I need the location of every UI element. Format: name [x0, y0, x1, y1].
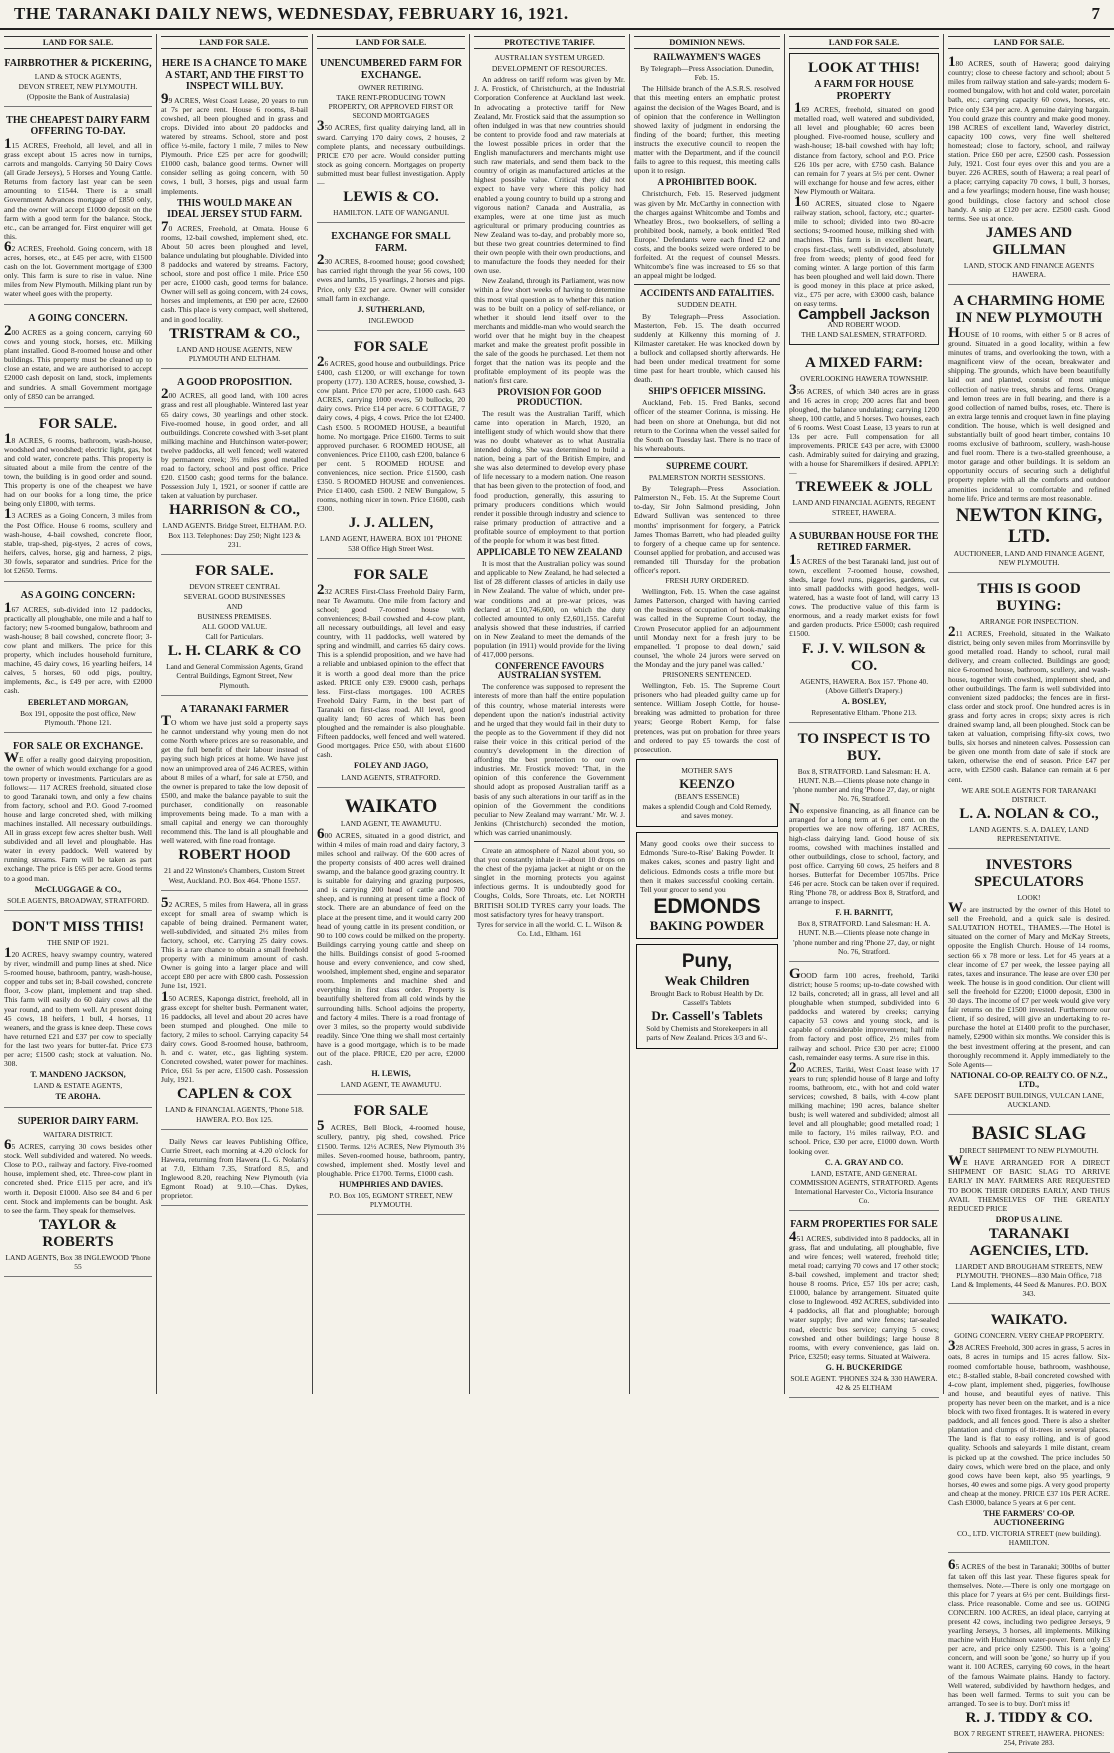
ad-address: AUCTIONEER, LAND AND FINANCE AGENT, NEW PLYMOUTH.: [953, 548, 1105, 567]
ad-basic-slag: [948, 1118, 1110, 1304]
ad-headline: A GOING CONCERN.: [28, 313, 128, 325]
ad-headline: HERE IS A CHANCE TO MAKE A START, AND THE FIRST TO INSPECT WILL BUY.: [162, 58, 307, 93]
story-paragraph: By Telegraph—Press Association. Palmerston N., Feb. 15. At the Supreme Court to-day, Sir John Salmond presiding, John Edward Sullivan was sentenced to three months' imprisonment for forgery, a Patrick James Thomas Barrett, who had pleaded guilty to forgery of a cheque came up for sentence. Counsel applied for probation, and accused was remanded till Thursday for the probation officer's report.: [634, 484, 780, 575]
ad-superior-dairy: [4, 1111, 152, 1277]
ad-signature: G. H. BUCKERIDGE: [825, 1362, 903, 1372]
ad-brand: BAKING POWDER: [649, 917, 765, 933]
ad-footer: Tyres for service in all the world. C. L. Wilson & Co. Ltd., Eltham. 161: [476, 919, 623, 938]
ad-body: 200 ACRES as a going concern, carrying 60 cows and young stock, horses, etc. Milking plant installed. Good 8-roomed house and other buildings. This property must be cleaned up to close an estate, and we are authorised to accept £2000 cash deposit on land, stock, implements and sundries. A small Government mortgage only of £850 can be arranged.: [4, 322, 152, 401]
ad-headline: FARM PROPERTIES FOR SALE: [790, 1219, 938, 1231]
ad-investors: [948, 852, 1110, 1115]
ad-subheading: OWNER RETIRING.: [358, 83, 424, 93]
story-subheading: AUSTRALIAN SYSTEM URGED.: [494, 53, 605, 63]
ad-headline: A CHARMING HOME IN NEW PLYMOUTH: [953, 292, 1105, 326]
ad-body: WE offer a really good dairying proposition, the owner of which would exchange for a good town property or investments. Particulars are as follows:— 117 ACRES freehold, situated close to good Taranaki town, and only a few chains from factory, school and P.O. Good 7-roomed house and large concreted shed, with milking machines installed. All necessary outbuildings. All in grass except few acres shelter bush. Well subdivided and all level and ploughable. Has water in every paddock. Well watered by running streams. Farm will be taken as part exchange. The price is £65 per acre. Good terms to a good man.: [4, 750, 152, 883]
ad-address: P.O. Box 105, EGMONT STREET, NEW PLYMOUTH.: [329, 1191, 453, 1210]
story-paragraph: Wellington, Feb. 15. When the case against James Patterson, charged with having carried on the business of occupation of book-making was called in the Supreme Court today, the Crown Prosecutor applied for an adjournment until Monday next for a fresh jury to be empanelled. 'I propose to deal down,' said counsel, 'the whole 24 jurors were served on the Monday and the jury panel was called.': [634, 587, 780, 669]
columns: [0, 34, 1114, 1748]
ad-headline: THIS IS GOOD BUYING:: [977, 580, 1081, 614]
ad-headline: A TARANAKI FARMER: [180, 703, 289, 715]
ad-body: 451 ACRES, subdivided into 8 paddocks, all in grass, flat and undulating, all ploughable, five and wire fences; well watered, freehold title; metal road; carrying 70 cows and 17 other stock; 8-bail cowshed, implement and tractor shed; house 8 rooms. Price, £57 10s per acre; cash, £1000, balance by arrangement. Situated quite close to Inglewood. 492 ACRES, subdivided into 4 paddocks, all flat and ploughable; borough water supply; five and wire fences; tar-sealed road, electric bus service; carrying 5 cows; cowshed and other buildings; large house 8 rooms, with every convenience, gas laid on. Price, £3250; easy terms. Situated at Waiwera.: [789, 1228, 939, 1361]
ad-body: 26 ACRES, good house and outbuildings. Price £400, cash £1200, or will exchange for town property (177). 130 ACRES, house, cowshed, 3-cow plant. Price £70 per acre, £1000 cash. 643 ACRES, carrying 1000 ewes, 50 bullocks, 20 dairy cows. Price £14 per acre. 6 COTTAGE, 7 dairy cows, 4 pigs, 4 cows. Price the lot £2400. Cash £500. 5 ROOMED HOUSE, a beautiful home. No mortgage. Price £1600. Terms to suit approved purchaser. 6 ROOMED HOUSE, all conveniences. Price £1100, cash £200, balance 6 per cent. 5 ROOMED HOUSE and conveniences, nice section. Price £1500, cash £350. 5 ROOMED HOUSE and conveniences. Price £1400, cash £500. 2 NEW Bungalow, 5 rooms, nothing nicer in town. Price £1600, cash £300.: [317, 353, 465, 514]
ad-subheading: LAND & ESTATE AGENTS,: [33, 1081, 123, 1091]
ad-as-going-concern: [4, 585, 152, 733]
ad-waikato: [317, 791, 465, 1096]
ad-body: 167 ACRES, sub-divided into 12 paddocks, practically all ploughable, one mile and a half to factory; new 5-roomed bungalow, bathroom and wash-house; 8 bail cowshed, concrete floor; 3-cow plant and milkers. The price for this property, which includes household furniture, machine, 45 dairy cows, 16 yearling heifers, 14 calves, 5 horses, 60 odd pigs, poultry, implements, &c., is £49 per acre, with £2000 cash.: [4, 599, 152, 696]
ad-body: 232 ACRES First-Class Freehold Dairy Farm, near Te Awamutu. One mile from factory and school; good 7-roomed house with conveniences; 8-bail cowshed and 4-cow plant, all necessary outbuildings, all level and easy country, with 11 paddocks, well watered by spring and windmill, and carries 65 dairy cows. This is a splendid proposition, and we have had a reliable and unbiased opinion to the effect that it is worth a good deal more than the price asked. PRICE only £39. £9000 cash, perhaps less. First-class mortgages. 100 ACRES Freehold Dairy Farm, in the best part of Taranaki on first-class road. All level, good quality land; 60 acres of which has been ploughed and the remainder is also ploughable. Fifteen paddocks, well fenced and well watered. Good mortgages. Price £50, with about £1600 cash.: [317, 581, 465, 760]
ad-address: Land and General Commission Agents, Grand Central Buildings, Egmont Street, New Plymouth.: [166, 662, 303, 690]
ad-subheading: A FARM FOR HOUSE PROPERTY: [814, 79, 914, 102]
ad-signature: ROBERT HOOD: [178, 847, 291, 864]
column-heading: LAND FOR SALE.: [161, 36, 308, 49]
ad-good-proposition: [161, 372, 308, 555]
ad-signature: HUMPHRIES AND DAVIES.: [339, 1179, 443, 1189]
ad-signature: F. J. V. WILSON & CO.: [801, 640, 927, 674]
ad-line: AND: [226, 601, 243, 611]
divider: [634, 457, 780, 458]
ad-foley-jago: [317, 562, 465, 788]
ad-signature: TAYLOR & ROBERTS: [39, 1216, 117, 1250]
ad-body: 62 ACRES, Freehold. Going concern, with 18 acres, horses, etc., at £45 per acre, with £1500 cash on the lot. Government mortgage of £300 only. This farm is sure to rise in value. Nine miles from New Plymouth. Milking plant run by water wheel goes with the property.: [4, 238, 152, 299]
ad-line: SEVERAL GOOD BUSINESSES: [183, 591, 286, 601]
ad-address: Box 8, STRATFORD. Land Salesman: H. A. HUNT. N.B.—Clients please note change in 'phone number and ring 'Phone 27, day, or night No. 76, Stratford.: [793, 919, 935, 956]
story-heading: SHIP'S OFFICER MISSING.: [648, 386, 766, 397]
ad-signature: L. H. CLARK & CO: [167, 643, 302, 660]
ad-headline: INVESTORS SPECULATORS: [974, 857, 1084, 890]
ad-signature: H. LEWIS,: [371, 1069, 411, 1079]
ad-body: GOOD farm 100 acres, freehold, Tariki district; house 5 rooms; up-to-date cowshed with 12 bails, concreted; all in grass, all level and all ploughable when stumped, subdivided into 6 paddocks and watered by creeks; carrying capacity 53 cows and young stock, and is capable of considerable improvement; half mile from factory and post office, 2½ miles from railway and school. Price £30 per acre; £1000 cash, remainder easy terms. A sure rise in this.: [789, 965, 939, 1062]
ad-body: WE HAVE ARRANGED FOR A DIRECT SHIPMENT OF BASIC SLAG TO ARRIVE EARLY IN MAY. FARMERS ARE REQUESTED TO BOOK THEIR ORDERS EARLY, AND THUS AVAIL THEMSELVES OF THE GREATLY REDUCED PRICE: [948, 1153, 1110, 1213]
ad-headline: FOR SALE: [353, 338, 429, 355]
ad-body: 169 ACRES, freehold, situated on good metalled road, well watered and subdivided, all level and ploughable; 60 acres been ploughed. Five-roomed house, scullery and wash-house; 18-bail cowshed with hay loft; distance from factory, school and P.O. Price £26 10s per acre, with £750 cash. Balance can remain for 7 years at 5½ per cent. Owner will exchange for house and few acres, either New Plymouth or Waitara.: [794, 100, 934, 196]
ad-headline: AS A GOING CONCERN:: [20, 590, 136, 602]
story-paragraph: New Zealand, through its Parliament, was now within a few short weeks of having to determine this most vital question as to whether this nation was to be built on a policy of self-reliance, or whether it should lend itself over to the merchants and middle-man who would search the world over that he might buy in the cheapest market and make the greatest profit possible in the sale of the goods he purchased. Let them not forget that the nation was its people and the profitable employment of its people was the nation's first care.: [474, 276, 625, 386]
ad-look-at-this: [789, 53, 939, 345]
ad-taranaki-farmer: [161, 699, 308, 891]
ad-to-inspect: [789, 726, 939, 962]
ad-body: 70 ACRES, Freehold, at Omata. House 6 rooms, 12-bail cowshed, implement shed, etc. About 50 acres been ploughed and level, balance undulating but ploughable. Divided into 8 paddocks and watered by streams. Factory, school, store and post office 1 mile. Price £50 per acre, £1000 cash, good terms for balance. Owner will sell as going concern, with 24 cows, horses and implements, at £90 per acre, £2600 cash. This place is very compact, well sheltered, and in good locality.: [161, 218, 308, 324]
ad-subheading: Box 8, STRATFORD. Land Salesman: H. A. HUNT. N.B.—Clients please note change in 'phone number and ring 'Phone 27, day, or night No. 76, Stratford.: [793, 766, 935, 804]
ad-body: No expensive financing, as all finance can be arranged for a long term at 6 per cent. on the properties we are now offering. 187 ACRES, high-class dairying land. Good house of six rooms, cowshed with machines installed and other outbuildings, close to school, factory, and post office. Carrying 60 cows, 25 heifers and 8 horses. Butterfat for December 1057lbs. Price £46 per acre. Stock can be taken over if required. Ring 'Phone 78, or address Box 8, Stratford, and arrange to inspect.: [789, 801, 939, 907]
column-1: [0, 34, 157, 1394]
ad-address: LAND AND HOUSE AGENTS, NEW PLYMOUTH AND ELTHAM.: [176, 344, 293, 363]
story-paragraph: The conference was supposed to represent the interests of more than half the entire population of this country, whose material interests were dependent upon the nation's industrial activity and he urged that they would fail in their duty to the people as to the Government if they did not raise their voice in this critical period of the country's development in the direction of affording the best protection to our own industries. Mr. Frostick moved: 'That, in the opinion of this conference the Government should adopt as proposed Australian tariff as a basis of any such alterations in our tariff as in the opinion of the Government the conditions peculiar to New Zealand may warrant.' Mr. W. J. Jenkins (Christchurch) seconded the motion, which was carried unanimously.: [474, 682, 625, 837]
ad-keenzo: [636, 759, 778, 827]
ad-address: LAND AGENTS, Box 38 INGLEWOOD 'Phone 55: [5, 1252, 151, 1271]
ad-signature: J. SUTHERLAND,: [357, 304, 425, 314]
ad-allen-for-sale: [317, 334, 465, 559]
story-paragraph: By Telegraph—Press Association. Masterton, Feb. 15. The death occurred suddenly at Kilkenny this morning of J. Kilmaster caretaker. He was knocked down by a bullock and collapsed shortly afterwards. He had been under medical treatment for some time past for heart trouble, which caused his death.: [634, 311, 780, 385]
ad-humphries-davies: [317, 1098, 465, 1215]
ad-address: SOLE AGENTS, BROADWAY, STRATFORD.: [7, 895, 149, 905]
story-subheading: PALMERSTON NORTH SESSIONS.: [648, 473, 766, 483]
ad-subheading: LAND AGENT, TE AWAMUTU.: [340, 818, 442, 828]
column-heading: LAND FOR SALE.: [4, 36, 152, 49]
ad-line: DEVON STREET CENTRAL: [189, 581, 280, 591]
ad-body: makes a splendid Cough and Cold Remedy, and saves money.: [642, 802, 772, 821]
ad-body: 15 ACRES of the best Taranaki land, just out of town, excellent 7-roomed house, cowshed, sheds, large fowl runs, piggeries, gardens, cut into small paddocks with good hedges, well-watered, has a waste foot of land, will carry 13 cows. The productive value of this farm is enormous, and a ready market exists for fowl and garden products. Price £5000; cash required £1500.: [789, 551, 939, 639]
column-heading: LAND FOR SALE.: [789, 36, 939, 49]
ad-body: 328 ACRES Freehold, 300 acres in grass, 5 acres in oats, 8 acres in turnips and 15 acres fallow. Six-roomed comfortable house, bathroom, washhouse, etc.; 8-stalled stable, 8-bail concreted cowshed with 4-cow plant, implement shed, piggeries, fowlhouse and house, and beautiful eyes of native. This property has never been on the market, and is a nice block with two fixed frontages. It is watered in every paddock, and all fences good. There is also a shelter plantation and clumps of tit-trees in several places. The land is flat to easy rolling, and is of good quality. Schools and saleyards 1 mile distant, cream is picked up at the cowshed. The price includes 50 dairy cows, which were bred on the place, and only good cows have been kept, also 95 yearlings, 9 horses, 40 ewes and some pigs. A very good property and cheap at the money. PRICE £37 10s PER ACRE. Cash £3000, balance 5 years at 6 per cent.: [948, 1338, 1110, 1507]
ad-headline: LOOK AT THIS!: [808, 60, 920, 77]
notice-body: Daily News car leaves Publishing Office, Currie Street, each morning at 4.20 o'clock for Hawera, returning from Hawera (L. G. Nolan's) at 7.0, Eltham 7.35, Stratford 8.5, and Inglewood 8.20, reaching New Plymouth (via Egmont Road) at 9.10.—Chas. Dykes, proprietor.: [161, 1136, 308, 1201]
ad-subheading: TAKE RENT-PRODUCING TOWN PROPERTY, OR APPROVED FIRST OR SECOND MORTGAGES: [328, 93, 454, 121]
ad-subheading: WE ARE SOLE AGENTS FOR TARANAKI DISTRICT.: [961, 785, 1097, 804]
story-subheading: DEVELOPMENT OF RESOURCES.: [491, 64, 608, 74]
ad-signature: EBERLET AND MORGAN,: [27, 697, 129, 707]
story-paragraph: The result was the Australian Tariff, which came into operation in March, 1920, an intelligent study of which would show that there was no doubt whatever as to what Australia intended doing. She was determined to build a nation, being a part of the British Empire, and she was also determined to develop every phase of life necessary to a modern nation. One reason that has been given to the protection of food, and food production, generally, this assuring to primary producers conditions which would render it possible through industry and science to raise primary production of attractive and a profitable source of employment to that portion of the people for whom it was best fitted.: [474, 408, 625, 545]
story-paragraph: Wellington, Feb. 15. The Supreme Court prisoners who had pleaded guilty came up for sentence. William Joseph Cottle, for house-breaking was admitted to probation for three years; George Robert Kemp, for false pretences, was put on probation for three years and ordered to pay £5 towards the cost of prosecution.: [634, 681, 780, 754]
divider: [634, 284, 780, 285]
column-heading: LAND FOR SALE.: [317, 36, 465, 49]
ad-call-to-action: DROP US A LINE.: [995, 1214, 1063, 1224]
ad-dr-cassells: [636, 944, 778, 1049]
ad-signature: J. J. ALLEN,: [348, 515, 434, 532]
ad-chance-to-start: [161, 53, 308, 369]
ad-address: LAND AGENTS. Bridge Street, ELTHAM. P.O. Box 113. Telephones: Day 250; Night 123 & 231.: [162, 521, 307, 549]
ad-gray-co: [789, 965, 939, 1211]
ad-headline: A SUBURBAN HOUSE FOR THE RETIRED FARMER.: [789, 530, 939, 554]
ad-signature: [794, 306, 934, 324]
divider: [474, 841, 625, 842]
ad-signature: FOLEY AND JAGO,: [353, 761, 429, 771]
column-heading: LAND FOR SALE.: [948, 36, 1110, 49]
ad-headline: EXCHANGE FOR SMALL FARM.: [331, 231, 451, 254]
ad-subheading: LOOK!: [1017, 893, 1041, 902]
ad-body: 120 ACRES, heavy swampy country, watered by river, windmill and pump lines at shed. Nice 5-roomed house, bathroom, pantry, wash-house, copper and tubs set in; 8-bail cowshed, concrete floor, 3-cow plant, implement and trap shed. This farm will easily do 60 dairy cows all the year round, and to them well. At present doing 45 cows, 18 heifers, 1 bull, 4 horses, 11 weaners, and the grass is knee deep. These cows have returned £21 and £37 per cow to specially for the last two years for butter-fat. Price £73 per acre; £1500 cash; stock at valuation. No. 308.: [4, 944, 152, 1069]
story-heading: PROVISION FOR GOOD PRODUCTION.: [497, 387, 602, 407]
ad-going-concern: [4, 308, 152, 407]
ad-subheading: THE SNIP OF 1921.: [47, 937, 109, 947]
ad-signature: R. J. TIDDY & CO.: [965, 1709, 1093, 1726]
ad-line: Call for Particulars.: [205, 632, 264, 642]
story-byline: By Telegraph—Press Association. Dunedin, Feb. 15.: [640, 64, 774, 83]
ad-signature: TRISTRAM & CO.,: [169, 325, 300, 342]
ad-footer: Sold by Chemists and Storekeepers in all parts of New Zealand. Prices 3/3 and 6/-.: [646, 1023, 768, 1043]
ad-address: CO., LTD. VICTORIA STREET (new building). HAMILTON.: [956, 1529, 1102, 1548]
ad-unencumbered-farm: [317, 53, 465, 223]
ad-body: 356 ACRES, of which 340 acres are in grass and 16 acres in crop; 200 acres flat and been ploughed, the balance undulating; carrying 1200 sheep, 100 cattle, and 5 horses. Two houses, each of 6 rooms. West Coast Lease, 13 years to run at 13s per acre. Full compensation for all improvements. PRICE £43 per acre, with £3000 cash. Admirably suited for dairying and grazing, with a house for Sharemilkers if desired. APPLY:—: [789, 381, 939, 478]
ad-address: THE LAND SALESMEN, STRATFORD.: [801, 330, 927, 340]
ad-signature: CAPLEN & COX: [177, 1086, 292, 1103]
ad-body: 211 ACRES, Freehold, situated in the Waikato district, being only seven miles from Morrinsville by good metalled road. Handy to school, rural mail delivery, and cream collected. Buildings are good; nice 6-roomed house, bathroom, scullery, and wash-house, together with cowshed, implement shed, and other outbuildings. The farm is well subdivided into convenient sized paddocks; the fences are in first-class order and stock proof. One hundred acres is in grass and forty acres in crops; sixty acres is rich drained swamp land, all been ploughed. Stock can be taken at valuation, comprising fifty-six cows, two bulls, six horses and nineteen calves. Possession can be given one month from date of sale if stock are taken, otherwise the end of season. Price £47 per acre, with £2500 cash. Balance can remain at 6 per cent.: [948, 624, 1110, 784]
ad-signature: NEWTON KING, LTD.: [955, 504, 1103, 547]
story-heading: ACCIDENTS AND FATALITIES.: [639, 288, 774, 299]
ad-body: We are instructed by the owner of this Hotel to sell the Freehold, and a quick sale is desired. SALUTATION HOTEL, THAMES.—The Hotel is situated on the corner of Mary and McKay Streets, opposite the English Church. House of 14 rooms, section 66 x 78 more or less. Let for 45 years at a clear income of £7 per week, the lessee paying all rates, taxes and insurance. The lease are over £30 per week. The house is in good condition. Our client will sell the freehold for £2200; £1000 deposit, £300 in 30 days. The income of £7 per week would give very fair returns on the £1500 invested. Furthermore our client, if so desired, will give an undertaking to re-purchase the hotel at £1400 profit to the purchaser, namely, £2900 within six months. We consider this is the best investment offering at the present, and can thoroughly recommend it. Apply immediately to the Sole Agents—: [948, 900, 1111, 1069]
column-3: [313, 34, 470, 1394]
ad-subheading: DIRECT SHIPMENT TO NEW PLYMOUTH.: [959, 1146, 1099, 1156]
ad-address: INGLEWOOD: [368, 315, 414, 325]
ad-headline: FOR SALE: [353, 1103, 429, 1120]
column-4: [470, 34, 630, 1394]
masthead: [0, 0, 1114, 30]
ad-body: 18 ACRES, 6 rooms, bathroom, wash-house, woodshed and woodshed; electric light, gas, hot and cold water, concrete paths. This property is situated about a mile from the centre of the town, the building is in good order and sound. This property is one of the cheapest we have had on our books for a long time, the price being only £1800, with terms.: [4, 430, 152, 509]
ad-subheading: Brought Back to Robust Health by Dr. Cassell's Tablets: [650, 988, 764, 1007]
ad-headline: WAIKATO: [344, 795, 438, 817]
ad-headline: THIS WOULD MAKE AN IDEAL JERSEY STUD FARM.: [166, 197, 303, 221]
ad-devon-street: [161, 558, 308, 696]
ad-address: Representative Eltham. 'Phone 213.: [811, 707, 917, 717]
ad-line: ALL GOOD VALUE.: [202, 622, 267, 632]
story-paragraph: It is most that the Australian policy was sound and applicable to New Zealand, he had selected a list of 28 different classes of articles in daily use in New Zealand. The value of which, under pre-war conditions and at pre-war prices, was declared at £10,746,600, on which the duty collected amounted to only £2,601,155. Careful analysis showed that these industries, if carried on in New Zealand to meet the demands of the population (in 1911) would provide for the living of 417,000 persons.: [474, 559, 625, 660]
ad-brand: Dr. Cassell's Tablets: [651, 1007, 763, 1023]
ad-body: 99 ACRES, West Coast Lease, 20 years to run at 7s per acre rent. House 6 rooms, 8-bail cowshed, all been ploughed and in grass and crops. Divided into about 20 paddocks and watered by streams. School, store and post office ½-mile, factory 1 mile, 7 miles to New Plymouth. Price £25 per acre for goodwill; £1000 cash, balance good terms. Owner will consider selling as going concern, with 50 cows, 1 bull, 3 horses, pigs and usual farm implements.: [161, 90, 308, 196]
ad-subheading: AND ROBERT WOOD.: [827, 320, 901, 330]
ad-signature-part: Jackson: [869, 306, 930, 324]
ad-signature: McCLUGGAGE & CO.,: [34, 884, 122, 894]
ad-signature: TARANAKI AGENCIES, LTD.: [969, 1225, 1089, 1259]
ad-farm-properties: [789, 1214, 939, 1398]
ad-headline: FOR SALE.: [38, 415, 118, 432]
ad-subheading: LAND & STOCK AGENTS,: [34, 71, 122, 81]
ad-body: TO whom we have just sold a property says he cannot understand why young men do not come North where prices are so reasonable, and get the full benefit of their labour instead of paying such high prices at home. We have just now an unimproved area of 246 ACRES, within about 8 miles of a wharf, for sale at £750, and the owner is prepared to take the low deposit of £500, and make the balance payable to suit the purchaser, conditionally on reasonable improvements being made. To a man with a small capital and energy we can thoroughly recommend this. The land is all ploughable and well watered, with fine road frontage.: [161, 713, 308, 846]
notice-daily-news-car: [161, 1133, 308, 1207]
ad-agent-name: FAIRBROTHER & PICKERING,: [4, 58, 152, 70]
ad-address: LAND, STOCK AND FINANCE AGENTS HAWERA.: [963, 260, 1095, 279]
page-number: 7: [1091, 4, 1100, 23]
ad-address: LAND AGENTS, STRATFORD.: [341, 772, 441, 782]
ad-james-gillman: [948, 53, 1110, 285]
ad-address: DEVON STREET, NEW PLYMOUTH.: [18, 81, 138, 91]
ad-address: HAMILTON. LATE OF WANGANUI.: [333, 208, 449, 218]
story-subheading: FRESH JURY ORDERED.: [665, 576, 749, 586]
ad-subheading: (BEAN'S ESSENCE): [674, 791, 740, 801]
ad-for-sale: [4, 411, 152, 582]
story-paragraph: Create an atmosphere of Nazol about you, so that you constantly inhale it—about 10 drops on the chest of the pyjama jacket at night or on the singlet in the morning protects you against infectious germs. It is undoubtedly good for Coughs, Colds, Sore Throats, etc. Let NORTH BRITISH SOLID TYRES carry your loads. The most satisfactory tyres for heavy transport.: [474, 845, 625, 919]
ad-headline: FOR SALE OR EXCHANGE.: [12, 740, 143, 752]
ad-body: 65 ACRES of the best in Taranaki; 300lbs of butter fat taken off this last year. These figures speak for themselves. Note.—There is only one mortgage on this place for 7 years at 6½ per cent. Buildings first-class. Price reasonable. Come and see us. GOING CONCERN. 100 ACRES, an ideal place, carrying at present 42 cows, including two pedigree Jerseys, 9 yearling Jerseys, 3 horses, all implements. Milking machine with Hutchinson water-power. Rent only £3 per acre, and price only £2500. This is a 'going' concern, and will soon be 'gone,' so hurry up if you want it. 100 ACRES, carrying 60 cows, in the heart of the famous Waimate plains. Handy to factory. Well watered, subdivided by hawthorn hedges, and has been well farmed. Terms to suit you can be arranged. To see is to buy. Don't miss it!: [948, 1557, 1110, 1708]
ad-brand: EDMONDS: [653, 894, 761, 918]
ad-body: 230 ACRES, 8-roomed house; good cowshed; has carried right through the year 56 cows, 100 ewes and lambs, 15 yearlings, 2 horses and pigs. Price, only £32 per acre. Owner will consider small farm in exchange.: [317, 252, 465, 303]
column-5: [630, 34, 785, 1394]
ad-headline: THE CHEAPEST DAIRY FARM OFFERING TO-DAY.: [6, 114, 150, 138]
ad-subheading: GOING CONCERN. VERY CHEAP PROPERTY.: [954, 1331, 1104, 1341]
ad-body: HOUSE of 10 rooms, with either 5 or 8 acres of ground. Situated in a good locality, within a few minutes of trams, and overlooking the town, with a magnificent view of the ocean, breakwater and shipping. The grounds, which have been beautifully laid out and planted, consist of most unique collection of native trees, shrubs and ferns. Orange and lemon trees are in full bearing, and there is a good collection of named bulbs, roses, etc. There is an extra large tennis and croquet lawn in fine playing condition. The house, which is well designed and substantially built of good heart timber, contains 10 rooms exclusive of bathroom, scullery, wash-house and fuel room. There is a two-stalled greenhouse, a motor garage and other buildings. It is seldom an opportunity occurs of securing such a delightful property replete with all the comforts and outdoor amenities incidental to comfortable and refined home life. Price and terms are most reasonable.: [948, 324, 1110, 503]
ad-address: LAND AGENTS. S. A. DALEY, LAND REPRESENTATIVE.: [969, 824, 1089, 843]
ad-subheading: WAITARA DISTRICT.: [43, 1129, 113, 1139]
ad-address: LAND AGENT, HAWERA. BOX 101 'PHONE 538 Office High Street West.: [319, 534, 463, 553]
ad-body: 160 ACRES, situated close to Ngaere railway station, school, factory, etc.; quarter-mile to school; divided into two 80-acre sections; 9-roomed house, milking shed with machines. This farm is in excellent heart, crops first-class, well subdivided, absolutely free from weeds; plenty of good feed for coming winter. A large portion of this farm has been ploughed and well laid down. There is good money in this place at price asked, viz., £75 per acre, with £3000 cash, balance on easy terms.: [794, 194, 934, 309]
ad-subheading: OVERLOOKING HAWERA TOWNSHIP.: [800, 374, 928, 384]
ad-suburban-house: [789, 526, 939, 723]
story-heading: A PROHIBITED BOOK.: [657, 177, 757, 188]
story-heading: CONFERENCE FAVOURS AUSTRALIAN SYSTEM.: [495, 661, 604, 681]
ad-place: TE AROHA.: [55, 1092, 101, 1102]
ad-address: LAND AGENT, TE AWAMUTU.: [340, 1080, 442, 1090]
story-paragraph: Auckland, Feb. 15. Fred Banks, second officer of the steamer Corinna, is missing. He had been on shore at Onehunga, but did not return to the Corinna when the vessel sailed for the South on Tuesday last. There is no trace of his whereabouts.: [634, 398, 780, 453]
ad-line: BUSINESS PREMISES.: [197, 612, 272, 622]
ad-address: Box 191, opposite the post office, New Plymouth. 'Phone 121.: [20, 708, 136, 727]
ad-headline: A GOOD PROPOSITION.: [177, 376, 292, 388]
column-7: [944, 34, 1114, 1748]
ad-signature-part: Campbell: [798, 306, 866, 324]
story-heading: RAILWAYMEN'S WAGES: [653, 52, 761, 63]
ad-signature: A. BOSLEY,: [841, 696, 887, 706]
ad-address: LAND & FINANCIAL AGENTS, 'Phone 518. HAWERA. P.O. Box 125.: [165, 1105, 304, 1124]
ad-caplen-cox: [161, 894, 308, 1130]
ad-body: 115 ACRES, Freehold, all level, and all in grass except about 15 acres now in turnips, carrots and mangolds. Carrying 50 Dairy Cows (all Grade Jerseys), 5 Horses and Young Cattle. Returns from factory last year can be seen amounting to £1544. There is a small Government Advances mortgage of £850 only, and the owner will accept £1000 deposit on the farm with a good term for the balance. Stock, etc., can be arranged for. First enquirer will get this.: [4, 135, 152, 241]
ad-headline: SUPERIOR DAIRY FARM.: [17, 1116, 139, 1128]
column-6: [785, 34, 944, 1394]
ad-dont-miss: [4, 914, 152, 1109]
masthead-title: THE TARANAKI DAILY NEWS, WEDNESDAY, FEBRUARY 16, 1921.: [14, 4, 569, 23]
story-paragraph: Christchurch, Feb. 15. Reserved judgment was given by Mr. McCarthy in connection with the charges against Whitcombe and Tombs and Wheatley Bros., two booksellers, of selling a prohibited book, namely, a book entitled 'Red Europe.' Defendants were each fined £2 and costs, and the books seized were ordered to be forfeited. At the request of counsel Messrs. Whitcombe's fine was increased to £6 so that an appeal might be lodged.: [634, 189, 780, 281]
story-paragraph: An address on tariff reform was given by Mr. J. A. Frostick, of Christchurch, at the Industrial Corporation Conference at Auckland last week. In advocating a protective tariff for New Zealand, Mr. Frostick said that the assumption so often indulged in was that new countries should be content to provide food and raw materials at the lowest possible prices in order that the English manufacturers and merchants might use such raw materials, and send them back to the country of origin as manufactured articles at the highest possible value. Critical they did not expect to have very where this policy had enabled a young country to build up a strong and vigorous nation? Canada and Australia, as examples, were at one time just as much agricultural or primary producing countries as New Zealand was to-day, and probably more so, but these two great countries determined to find their own people with their own productions, and to manufacture the foods they needed for their own use.: [474, 75, 625, 276]
ad-body: 600 ACRES, situated in a good district, and within 4 miles of main road and dairy factory, 3 miles school and railway. Of the 600 acres of the property consists of 400 acres well drained swamp, and the balance good grazing country. It is suitable for dairying and grazing purposes, and is carrying 200 head of cattle and 700 sheep, and is running at present time a flock of stock. There are an abundance of feed on the place at the present time, and it would carry 200 head of young cattle in its present condition, or 90 to 100 cows could be milked on the property. Buildings carrying young cattle and sheep on the hills. Buildings consist of good 5-roomed house and every convenience, and cow shed, woolshed, implement shed, engine and separator room. Implements and machine shed and everything in first class order. Property is beautifully sheltered from all cold winds by the surrounding hills. School adjoins the property, and factory 4 miles. There is a road frontage of over 3 miles, so the property would subdivide readily. Since 'One thing we shall most certainly have is a good mortgage, which is to be made out of the place. PRICE, £20 per acre, £2000 cash.: [317, 825, 465, 1068]
ad-tiddy: [948, 1556, 1110, 1753]
ad-signature: T. MANDENO JACKSON,: [30, 1070, 126, 1080]
ad-subheading: ARRANGE FOR INSPECTION.: [979, 616, 1079, 626]
ad-address: LAND, ESTATE, AND GENERAL COMMISSION AGENTS, STRATFORD. Agents International Harvester Co., Victoria Insurance Co.: [789, 1168, 939, 1205]
ad-body: 200 ACRES, all good land, with 100 acres grass and rest all ploughable. Wintered last year 65 dairy cows, 30 yearlings and other stock. Five-roomed house, in good order, and all outbuildings. Concrete cowshed with 3-set plant milking machine and Hutchinson water-power; twelve paddocks, all well fenced; well watered by permanent creek; 3½ miles good metalled road to factory, school and post office. Price £20. £1500 cash; good terms for the balance. Possession July 1, 1921, or sooner if cattle are taken at valuation by purchaser.: [161, 386, 308, 501]
ad-body: 13 ACRES as a Going Concern, 3 miles from the Post Office. House 6 rooms, scullery and wash-house, 4-bail cowshed, concrete floor, stable, trap-shed, pig-styes, 2 acres of cows, heifers, calves, horse, gig and harness, 2 pigs, 30 fowls, separator and sundries. Price for the lot £2650. Terms.: [4, 506, 152, 576]
ad-signature: L. A. NOLAN & CO.,: [959, 805, 1099, 822]
ad-address: LIARDET AND BROUGHAM STREETS, NEW PLYMOUTH. 'PHONES—830 Main Office, 718 Land & Implements, 44 Seed & Manures. P.O. BOX 343.: [951, 1261, 1107, 1299]
ad-signature: THE FARMERS' CO-OP. AUCTIONEERING: [983, 1509, 1075, 1528]
ad-good-buying: [948, 576, 1110, 849]
ad-signature: HARRISON & CO.,: [169, 502, 300, 519]
ad-body: 350 ACRES, first quality dairying land, all in sward. Carrying 170 dairy cows, 2 houses, 2 complete plants, and necessary outbuildings. PRICE £70 per acre. Would consider putting stock as going concern. Mortgages on property submitted must bear fullest investigation. Apply—: [317, 118, 465, 188]
ad-address: 21 and 22 Winstone's Chambers, Custom Street West, Auckland. P.O. Box 464. 'Phone 1557.: [164, 866, 305, 885]
ad-headline: Weak Children: [664, 972, 750, 988]
ad-cheapest-dairy: [4, 110, 152, 306]
ad-address: SOLE AGENT. 'PHONES 324 & 330 HAWERA. 42 & 25 ELTHAM: [790, 1374, 938, 1393]
ad-brand: KEENZO: [679, 775, 735, 791]
ad-body: 65 ACRES, carrying 30 cows besides other stock. Well subdivided and watered. No weeds. Close to P.O., railway and factory. Five-roomed house, implement shed, etc. Three-cow plant in concreted shed. Price £115 per acre, and it's worth it. Deposit £1000. Also see 84 and 6 per cent. Stock and implements can be bought. Ask to see the farm. They speak for themselves.: [4, 1137, 152, 1215]
ad-headline: DON'T MISS THIS!: [12, 918, 144, 935]
ad-address: AGENTS, HAWERA. Box 157. 'Phone 40. (Above Gillett's Drapery.): [799, 676, 929, 695]
ad-headline: MOTHER SAYS: [681, 765, 733, 775]
ad-signature: C. A. GRAY AND CO.: [824, 1157, 904, 1167]
ad-address: LAND AND FINANCIAL AGENTS, REGENT STREET, HAWERA.: [792, 498, 936, 517]
ad-signature: LEWIS & CO.: [343, 189, 439, 206]
ad-body: Many good cooks owe their success to Edmonds 'Sure-to-Rise' Baking Powder. It makes cakes, scones and pastry light and delicious. Edmonds costs a trifle more but then it makes successful cooking certain. Tell your grocer to send you: [640, 839, 774, 894]
ad-note: (Opposite the Bank of Australasia): [26, 91, 130, 101]
ad-sale-or-exchange: [4, 736, 152, 911]
ad-address: SAFE DEPOSIT BUILDINGS, VULCAN LANE, AUCKLAND.: [954, 1090, 1104, 1110]
ad-signature: NATIONAL CO-OP. REALTY CO. OF N.Z., LTD.,: [950, 1070, 1108, 1089]
ad-headline: UNENCUMBERED FARM FOR EXCHANGE.: [319, 58, 463, 81]
ad-headline: A MIXED FARM:: [804, 355, 924, 372]
story-heading: SUPREME COURT.: [666, 460, 748, 471]
ad-body: 180 ACRES, south of Hawera; good dairying country; close to cheese factory and school; about 5 miles from railway station and sale-yards; modern 6-roomed bungalow, with hot and cold water, porcelain bath, etc.; carrying capacity 60 cows, horses, etc. Price only £34 per acre. A genuine dairying bargain. You could graze this country and make good money. 198 ACRES of excellent land, Waverley district, capacity 100 cows, very fine well sheltered homestead; close to factory, school, and railway station. Price £60 per acre, £2500 cash. Possession July, 1921. Cost four eyes over this and you are a buyer. 226 ACRES, south of Hawera; a real pearl of a place; carrying capacity 70 cows, 1 bull, 3 horses, and a few yearlings; modern house, fine wash house; good buildings, close factory and school close handy. A snip at £120 per acre. £2500 cash. Good terms. See us at once.: [948, 54, 1110, 223]
ad-mixed-farm: [789, 350, 939, 522]
ad-waikato-going-concern: [948, 1307, 1110, 1553]
story-subheading: SUDDEN DEATH.: [677, 300, 737, 310]
column-heading: DOMINION NEWS.: [634, 36, 780, 49]
ad-headline: BASIC SLAG: [971, 1123, 1087, 1145]
ad-signature: F. H. BARNITT,: [835, 908, 893, 918]
ad-exchange-small-farm: [317, 226, 465, 331]
column-2: [157, 34, 313, 1394]
ad-body: 150 ACRES, Kaponga district, freehold, all in grass except for shelter bush. Permanent water, 16 paddocks, all level and about 20 acres have been stumped and ploughed. One mile to factory, 2 miles to school. Carrying capacity 54 dairy cows. Good 8-roomed house, bathroom, h. and c. water, etc., gas lighting system. Concreted cowshed, water power for machines. Price, £61 5s per acre, £1500 cash. Possession July, 1921.: [161, 988, 308, 1085]
ad-body: 5 ACRES, Bell Block, 4-roomed house, scullery, pantry, pig shed, cowshed. Price £1500. Terms. 12½ ACRES, New Plymouth 3½ miles. Seven-roomed house, bathroom, pantry, cowshed, implement shed. Mostly level and ploughable. Price £1700. Terms, £1000 cash.: [317, 1118, 465, 1178]
story-paragraph: The Hillside branch of the A.S.R.S. resolved that this meeting enters an emphatic protest against the decision of the Wages Board, and is of opinion that the conference in Wellington showed laxity of judgment in endorsing the finding of the board; further, this meeting instructs the executive council to reopen the matter with the Department, and if the council fails to agree to this request, this meeting calls upon it to resign.: [634, 84, 780, 176]
ad-body: 200 ACRES, Tariki, West Coast lease with 17 years to run; splendid house of 8 large and lofty rooms, bathroom, etc., with hot and cold water services; cowshed, 8 bails, with 4-cow plant milking machine; 190 acres, balance shelter bush; is well watered and subdivided; almost all level and all ploughable; good metalled road; 1 mile to factory, 1½ miles railway, P.O. and school. Price, £30 per acre, £1000 down. Worth looking over.: [789, 1059, 939, 1156]
ad-body: 52 ACRES, 5 miles from Hawera, all in grass except for small area of swamp which is capable of being drained. Permanent water, well-subdivided, and situated 2½ miles from factory, school, etc. Carrying 25 dairy cows. This is a rare chance to obtain a small freehold property with a minimum amount of cash. Owner is going into a larger place and will accept £80 per acre with £800 cash. Possession June 1st, 1921.: [161, 894, 308, 991]
ad-headline: Puny,: [681, 950, 733, 972]
ad-edmonds: [636, 832, 778, 939]
ad-signature: TREWEEK & JOLL: [795, 479, 933, 496]
story-subheading: PRISONERS SENTENCED.: [662, 670, 752, 679]
ad-charming-home: [948, 288, 1110, 573]
column-heading: PROTECTIVE TARIFF.: [474, 36, 625, 49]
ad-address: BOX 7 REGENT STREET, HAWERA. PHONES: 254, Private 283.: [953, 1728, 1105, 1748]
ad-headline: TO INSPECT IS TO BUY.: [797, 730, 931, 764]
story-heading: APPLICABLE TO NEW ZEALAND: [476, 547, 623, 558]
ad-signature: JAMES AND GILLMAN: [985, 224, 1073, 258]
ad-headline: FOR SALE: [353, 566, 429, 583]
ad-fairbrother: [4, 53, 152, 107]
ad-headline: FOR SALE.: [195, 562, 274, 579]
ad-headline: WAIKATO.: [990, 1312, 1068, 1329]
